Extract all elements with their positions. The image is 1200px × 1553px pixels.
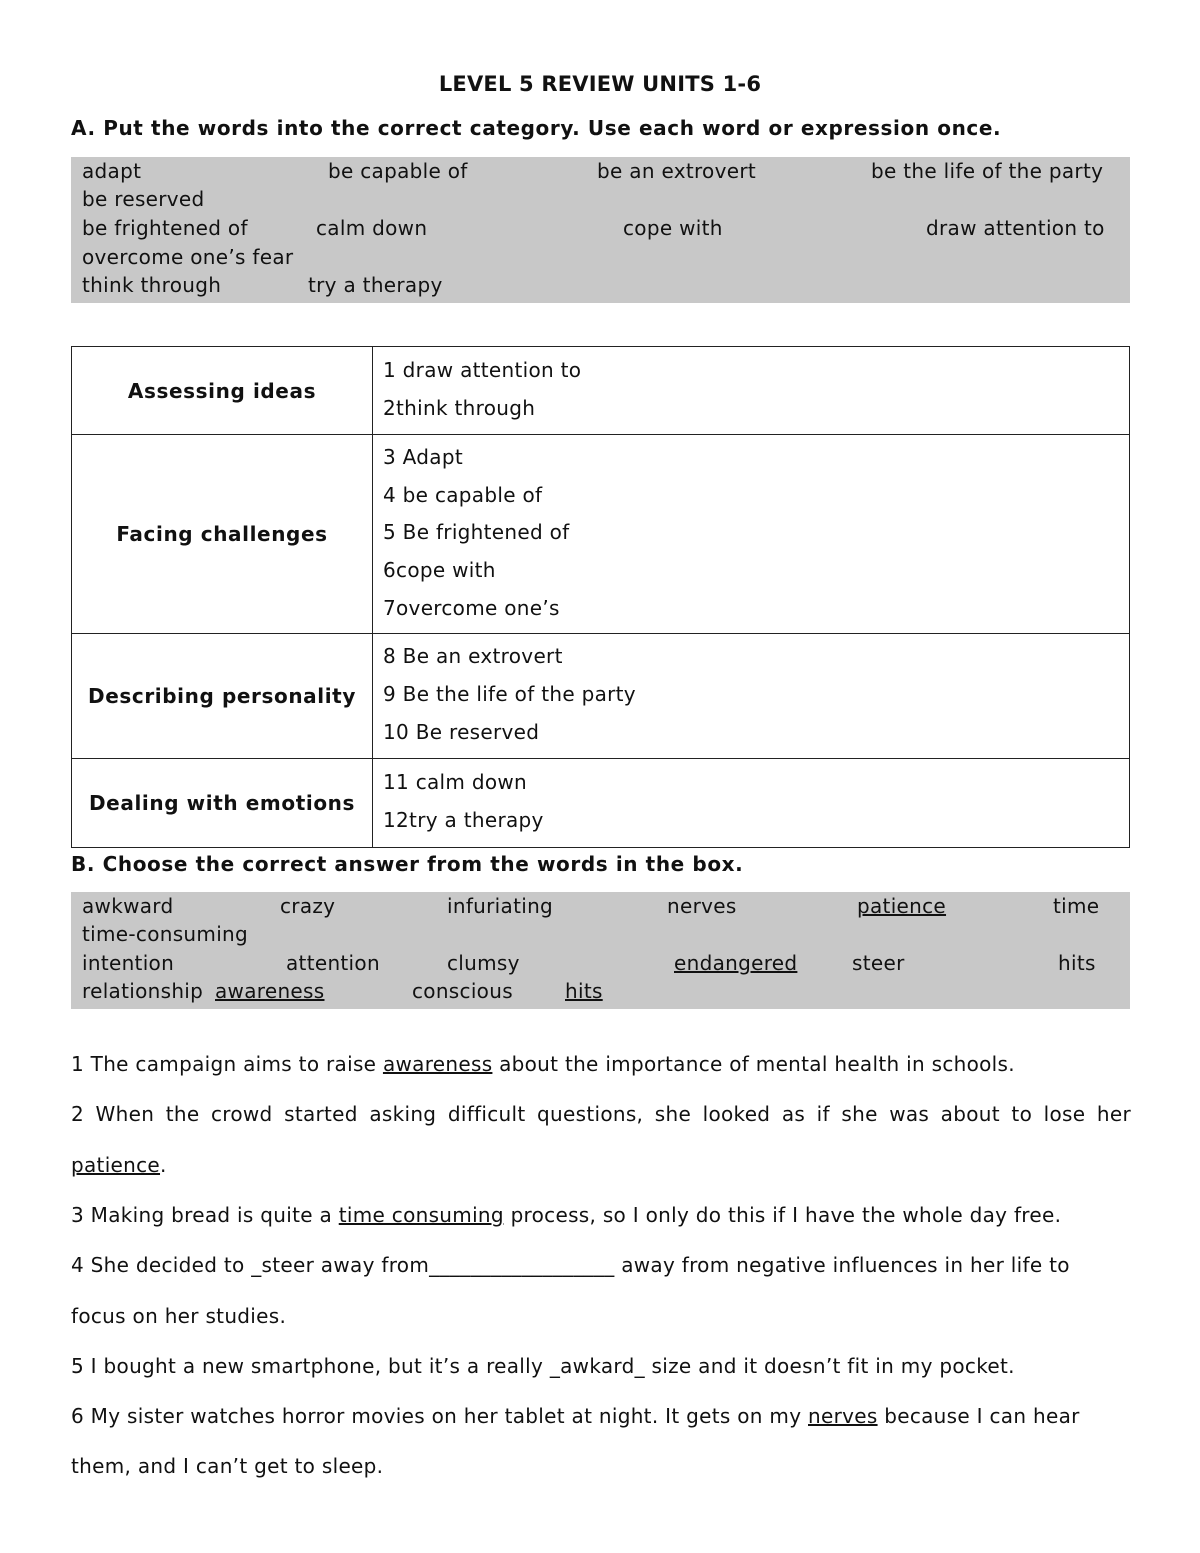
- word-box-item: hits: [565, 979, 603, 1003]
- word-box-item: adapt: [82, 159, 142, 183]
- word-box-item: calm down: [316, 216, 428, 240]
- sentence-5: 5 I bought a new smartphone, but it’s a really _awkard_ size and it doesn’t fit in my pocket.: [71, 1354, 1015, 1378]
- sentence-text: 4 She decided to _steer away from: [71, 1253, 430, 1277]
- sentence-text: away from negative influences in her life to: [614, 1253, 1070, 1277]
- category-items: [373, 347, 1130, 435]
- category-item: 11 calm down: [383, 769, 528, 794]
- sentence-3: [71, 1203, 1131, 1227]
- word-box-item: nerves: [667, 894, 737, 918]
- word-box-item: relationship: [82, 979, 204, 1003]
- word-box-item: awkward: [82, 894, 174, 918]
- category-row: [72, 435, 1130, 634]
- sentence-1: [71, 1052, 1131, 1076]
- word-box-item: endangered: [674, 951, 798, 975]
- sentence-text: about the importance of mental health in schools.: [492, 1052, 1015, 1076]
- word-box-item: cope with: [623, 216, 723, 240]
- category-items: [373, 634, 1130, 758]
- word-box-item: crazy: [280, 894, 336, 918]
- category-item: 5 Be frightened of: [383, 520, 570, 545]
- category-item: 9 Be the life of the party: [383, 682, 636, 707]
- word-box-item: patience: [857, 894, 947, 918]
- word-box-item: time-consuming: [82, 922, 249, 946]
- word-box-item: awareness: [215, 979, 325, 1003]
- word-box-item: intention: [82, 951, 175, 975]
- word-box-item: be the life of the party: [871, 159, 1104, 183]
- word-box-item: think through: [82, 273, 222, 297]
- category-item: 8 Be an extrovert: [383, 644, 563, 669]
- word-box-item: attention: [286, 951, 380, 975]
- page-title: LEVEL 5 REVIEW UNITS 1-6: [438, 72, 762, 96]
- category-item: 7overcome one’s: [383, 595, 560, 620]
- sentence-text: 1 The campaign aims to raise: [71, 1052, 383, 1076]
- section-a-instruction: A. Put the words into the correct category. Use each word or expression once.: [71, 116, 1002, 140]
- category-items: [373, 758, 1130, 847]
- answer-blank: __________________: [429, 1253, 615, 1277]
- section-a-word-box: [71, 157, 1130, 303]
- category-heading: Describing personality: [72, 634, 373, 758]
- category-heading: Facing challenges: [72, 435, 373, 634]
- category-row: [72, 758, 1130, 847]
- word-box-item: draw attention to: [926, 216, 1105, 240]
- category-row: [72, 634, 1130, 758]
- sentence-2-continuation: [71, 1153, 1131, 1177]
- sentence-6-continuation: them, and I can’t get to sleep.: [71, 1454, 384, 1478]
- word-box-item: be capable of: [328, 159, 468, 183]
- category-item: 4 be capable of: [383, 482, 543, 507]
- word-box-item: hits: [1058, 951, 1096, 975]
- sentence-2: 2 When the crowd started asking difficult questions, she looked as if she was about to lose her: [71, 1102, 1131, 1126]
- category-item: 12try a therapy: [383, 807, 544, 832]
- word-box-item: clumsy: [447, 951, 520, 975]
- sentence-text: 6 My sister watches horror movies on her tablet at night. It gets on my: [71, 1404, 808, 1428]
- section-b-instruction: B. Choose the correct answer from the words in the box.: [71, 852, 744, 876]
- word-box-item: conscious: [412, 979, 513, 1003]
- category-row: [72, 347, 1130, 435]
- word-box-item: overcome one’s fear: [82, 245, 294, 269]
- sentence-text: 3 Making bread is quite a: [71, 1203, 339, 1227]
- sentence-text: .: [160, 1153, 167, 1177]
- category-items: [373, 435, 1130, 634]
- word-box-item: time: [1053, 894, 1100, 918]
- sentence-text: process, so I only do this if I have the whole day free.: [503, 1203, 1062, 1227]
- word-box-item: be reserved: [82, 187, 205, 211]
- word-box-item: try a therapy: [308, 273, 443, 297]
- answer: nerves: [808, 1404, 878, 1428]
- word-box-item: be frightened of: [82, 216, 248, 240]
- answer: patience: [71, 1153, 161, 1177]
- word-box-item: infuriating: [447, 894, 554, 918]
- category-item: 3 Adapt: [383, 445, 464, 469]
- sentence-text: because I can hear: [877, 1404, 1080, 1428]
- category-item: 10 Be reserved: [383, 719, 540, 744]
- word-box-item: be an extrovert: [597, 159, 757, 183]
- sentence-4-continuation: focus on her studies.: [71, 1304, 287, 1328]
- answer: time consuming: [338, 1203, 504, 1227]
- category-heading: Assessing ideas: [72, 347, 373, 435]
- sentence-6: [71, 1404, 1131, 1428]
- category-item: 6cope with: [383, 558, 496, 583]
- category-heading: Dealing with emotions: [72, 758, 373, 847]
- section-b-word-box: [71, 892, 1130, 1009]
- category-item: 1 draw attention to: [383, 357, 582, 382]
- word-box-item: steer: [852, 951, 905, 975]
- category-table: [71, 346, 1130, 848]
- answer: awareness: [382, 1052, 493, 1076]
- sentence-4: [71, 1253, 1131, 1277]
- category-item: 2think through: [383, 395, 536, 420]
